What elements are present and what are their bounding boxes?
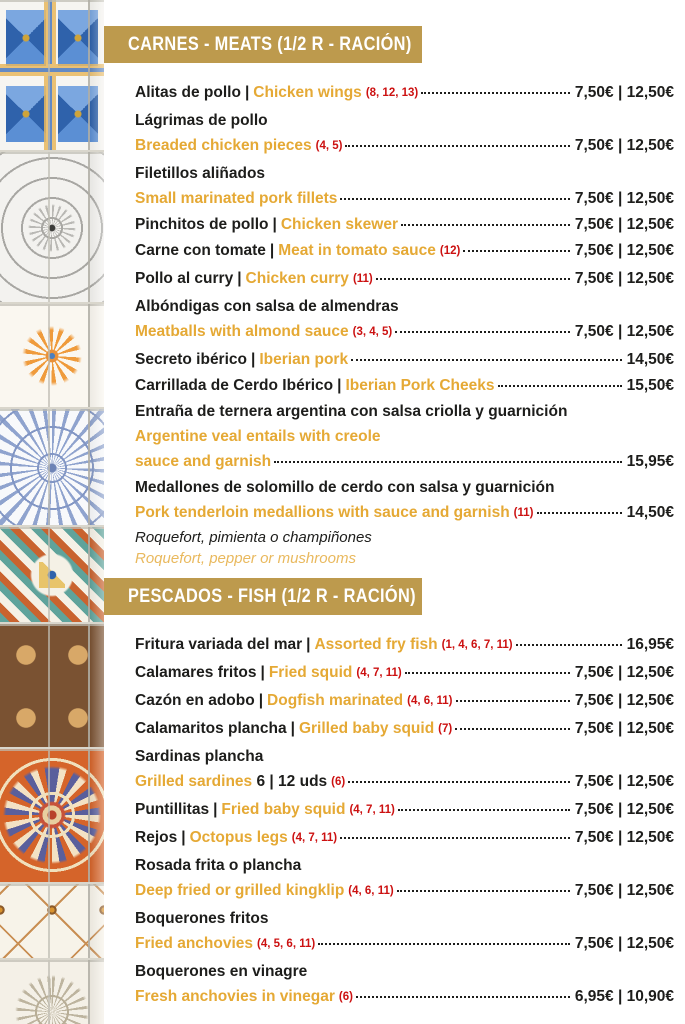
name-separator: | <box>260 664 265 681</box>
menu-item <box>135 373 674 398</box>
menu-item-name-en: Breaded chicken pieces <box>135 137 312 154</box>
menu-item <box>135 108 674 160</box>
menu-item <box>135 825 674 852</box>
allergen-codes: (6) <box>331 776 346 788</box>
allergen-codes: (8, 12, 13) <box>365 87 419 99</box>
allergen-codes: (7) <box>438 723 453 735</box>
dot-leader <box>318 943 570 945</box>
menu-item-name-en: Fresh anchovies in vinegar <box>135 988 335 1005</box>
menu-item-line <box>135 716 674 743</box>
dot-leader <box>340 837 570 839</box>
menu-item-text <box>135 688 453 715</box>
menu-item-line <box>135 133 674 160</box>
menu-item-line <box>135 108 674 133</box>
menu-item-name-es: Entraña de ternera argentina con salsa criolla y guarnición <box>135 403 568 420</box>
menu-item-name-es: Sardinas plancha <box>135 748 264 765</box>
menu-item-line <box>135 688 674 715</box>
menu-item-text <box>135 853 301 878</box>
menu-item-line <box>135 319 674 346</box>
dot-leader <box>348 781 570 783</box>
menu-item-text <box>135 475 554 500</box>
menu-item-price: 15,95€ <box>626 453 674 470</box>
dot-leader <box>463 250 570 252</box>
name-separator: | <box>237 270 242 287</box>
dot-leader <box>395 331 570 333</box>
allergen-codes: (4, 7, 11) <box>356 667 402 679</box>
menu-item-price: 6,95€ | 10,90€ <box>574 988 674 1005</box>
menu-item-price: 7,50€ | 12,50€ <box>574 137 674 154</box>
name-separator: | <box>337 377 342 394</box>
menu-item-name-en: Deep fried or grilled kingklip <box>135 882 345 899</box>
menu-item-text <box>135 906 268 931</box>
tile-grey-damask <box>0 152 104 304</box>
menu-item-name-en: Chicken skewer <box>280 216 399 233</box>
menu-item-name-es: Fritura variada del mar <box>135 636 303 653</box>
menu-item-line <box>135 769 674 796</box>
menu-item-name-es: Secreto ibérico <box>135 351 247 368</box>
menu-item-price: 14,50€ <box>626 351 674 368</box>
allergen-codes: (3, 4, 5) <box>352 326 393 338</box>
menu-item <box>135 161 674 211</box>
menu-item-name-en: Small marinated pork fillets <box>135 190 338 207</box>
tile-cream-baroque <box>0 960 104 1024</box>
dot-leader <box>421 92 570 94</box>
menu-item-line <box>135 853 674 878</box>
menu-item-quantity: 6 | 12 uds <box>252 773 328 790</box>
menu-item-line <box>135 212 674 237</box>
menu-item-name-es: Calamaritos plancha <box>135 720 287 737</box>
dot-leader <box>356 996 570 998</box>
allergen-codes: (4, 6, 11) <box>407 695 453 707</box>
menu-item-line <box>135 959 674 984</box>
dot-leader <box>401 224 570 226</box>
menu-item-line <box>135 825 674 852</box>
menu-item-text <box>135 660 402 687</box>
menu-item <box>135 294 674 346</box>
menu-item <box>135 266 674 293</box>
menu-item <box>135 660 674 687</box>
menu-item-name-en: Meatballs with almond sauce <box>135 323 349 340</box>
menu-item-name-en: Fried squid <box>268 664 353 681</box>
menu-item-text <box>135 769 345 796</box>
tile-cream-lattice <box>0 884 104 960</box>
name-separator: | <box>213 801 218 818</box>
menu-item-line <box>135 797 674 824</box>
section-title-meats: CARNES - MEATS (1/2 R - RACIÓN) <box>128 33 412 55</box>
menu-item-name-en: Iberian pork <box>259 351 349 368</box>
menu-item-line <box>135 294 674 319</box>
menu-item-line <box>135 424 674 449</box>
menu-item-name-es: Rosada frita o plancha <box>135 857 302 874</box>
menu-item-name-en: Grilled baby squid <box>298 720 435 737</box>
menu-item <box>135 853 674 905</box>
menu-item-price: 7,50€ | 12,50€ <box>574 935 674 952</box>
menu-item-name-es: Albóndigas con salsa de almendras <box>135 298 399 315</box>
dot-leader <box>345 145 569 147</box>
menu-item <box>135 906 674 958</box>
menu-item-line <box>135 238 674 265</box>
dot-leader <box>397 890 570 892</box>
menu-item-name-en: Octopus legs <box>189 829 288 846</box>
menu-item-name-en: Meat in tomato sauce <box>278 242 436 259</box>
menu-item-line <box>135 878 674 905</box>
menu-item-price: 7,50€ | 12,50€ <box>574 720 674 737</box>
menu-item-note-en: Roquefort, pepper or mushrooms <box>135 550 356 567</box>
name-separator: | <box>181 829 186 846</box>
menu-item-price: 7,50€ | 12,50€ <box>574 270 674 287</box>
dot-leader <box>405 672 570 674</box>
menu-item-name-es: Boquerones en vinagre <box>135 963 308 980</box>
allergen-codes: (11) <box>352 273 373 285</box>
menu-item-text <box>135 449 271 474</box>
menu-item-list-fish <box>104 615 685 1011</box>
menu-item-line <box>135 373 674 398</box>
menu-item-name-en: Chicken wings <box>253 84 362 101</box>
tile-blue-geometric <box>0 0 104 152</box>
menu-item-price: 15,50€ <box>626 377 674 394</box>
menu-item-name-es: Alitas de pollo <box>135 84 241 101</box>
menu-item-name-en: Iberian Pork Cheeks <box>345 377 495 394</box>
allergen-codes: (12) <box>439 245 461 257</box>
menu-item-text <box>135 931 315 958</box>
menu-item-price: 7,50€ | 12,50€ <box>574 190 674 207</box>
menu-item-price: 7,50€ | 12,50€ <box>574 773 674 790</box>
menu-item-name-es: Rejos <box>135 829 178 846</box>
menu-item-name-es: Carrillada de Cerdo Ibérico <box>135 377 334 394</box>
menu-item-line <box>135 449 674 474</box>
allergen-codes: (11) <box>513 507 534 519</box>
menu-item-name-es: Puntillitas <box>135 801 210 818</box>
menu-item-line <box>135 906 674 931</box>
menu-item <box>135 475 674 569</box>
menu-item-price: 14,50€ <box>626 504 674 521</box>
name-separator: | <box>244 84 250 101</box>
menu-item-price: 7,50€ | 12,50€ <box>574 242 674 259</box>
menu-item-text <box>135 133 342 160</box>
menu-item <box>135 238 674 265</box>
menu-item-line <box>135 660 674 687</box>
menu-item-name-es: Boquerones fritos <box>135 910 269 927</box>
dot-leader <box>498 385 622 387</box>
menu-item-price: 7,50€ | 12,50€ <box>574 829 674 846</box>
allergen-codes: (4, 7, 11) <box>349 804 395 816</box>
tile-teal-orange-stripes <box>0 527 104 624</box>
menu-section-meats <box>104 26 685 570</box>
menu-item-list-meats <box>104 63 685 569</box>
menu-item-text <box>135 825 337 852</box>
menu-item-price: 7,50€ | 12,50€ <box>574 216 674 233</box>
menu-item-line <box>135 632 674 659</box>
menu-item-note-es: Roquefort, pimienta o champiñones <box>135 529 372 546</box>
menu-item-line <box>135 984 674 1011</box>
menu-item-name-en: Pork tenderloin medallions with sauce and garnish <box>135 504 510 521</box>
menu-item-text <box>135 632 513 659</box>
menu-item-line <box>135 347 674 372</box>
menu-item-name-es: Cazón en adobo <box>135 692 255 709</box>
name-separator: | <box>251 351 256 368</box>
menu-item-text <box>135 373 495 398</box>
menu-item-price: 7,50€ | 12,50€ <box>574 882 674 899</box>
dot-leader <box>516 644 622 646</box>
menu-item <box>135 744 674 796</box>
section-title-fish: PESCADOS - FISH (1/2 R - RACIÓN) <box>128 585 416 607</box>
menu-item-name-es: Pinchitos de pollo <box>135 216 269 233</box>
menu-item-price: 16,95€ <box>626 636 674 653</box>
menu-item-price: 7,50€ | 12,50€ <box>574 801 674 818</box>
menu-item-name-en: Assorted fry fish <box>314 636 438 653</box>
menu-item <box>135 212 674 237</box>
decorative-tile-border <box>0 0 104 1024</box>
menu-item-line <box>135 500 674 527</box>
menu-section-fish <box>104 578 685 1012</box>
dot-leader <box>351 359 622 361</box>
menu-item-name-en: Argentine veal entails with creole <box>135 428 381 445</box>
allergen-codes: (4, 7, 11) <box>291 832 338 844</box>
tile-terracotta-sunburst <box>0 624 104 749</box>
tile-delft-blue-swirl <box>0 409 104 527</box>
name-separator: | <box>290 720 295 737</box>
menu-item-text <box>135 294 399 319</box>
tile-orange-floral <box>0 304 104 409</box>
menu-item <box>135 688 674 715</box>
menu-item-text <box>135 424 381 449</box>
menu-item-text <box>135 959 307 984</box>
menu-item-text <box>135 984 353 1011</box>
menu-item <box>135 399 674 474</box>
dot-leader <box>376 278 570 280</box>
menu-item-name-en: Fried baby squid <box>221 801 346 818</box>
menu-item <box>135 959 674 1011</box>
menu-item-price: 7,50€ | 12,50€ <box>574 84 674 101</box>
allergen-codes: (4, 5) <box>315 140 343 152</box>
section-header-band-meats <box>104 26 422 63</box>
name-separator: | <box>258 692 264 709</box>
menu-item-price: 7,50€ | 12,50€ <box>574 323 674 340</box>
menu-item-text <box>135 186 337 211</box>
menu-item-name-es: Medallones de solomillo de cerdo con salsa y guarnición <box>135 479 555 496</box>
menu-item-text <box>135 161 265 186</box>
menu-item-text <box>135 744 263 769</box>
menu-content <box>104 0 685 1024</box>
allergen-codes: (4, 5, 6, 11) <box>257 938 316 950</box>
menu-item-text <box>135 399 567 424</box>
menu-item-name-en: sauce and garnish <box>135 453 272 470</box>
menu-item <box>135 632 674 659</box>
menu-item <box>135 80 674 107</box>
menu-item <box>135 797 674 824</box>
menu-item <box>135 347 674 372</box>
menu-item-name-es: Lágrimas de pollo <box>135 112 268 129</box>
menu-item-text <box>135 80 418 107</box>
allergen-codes: (1, 4, 6, 7, 11) <box>441 639 513 651</box>
dot-leader <box>398 809 570 811</box>
allergen-codes: (6) <box>338 991 353 1003</box>
menu-item-text <box>135 500 534 527</box>
menu-item-name-es: Carne con tomate <box>135 242 266 259</box>
dot-leader <box>456 700 570 702</box>
name-separator: | <box>306 636 311 653</box>
menu-item-line <box>135 475 674 500</box>
menu-item-line <box>135 744 674 769</box>
menu-item-line <box>135 931 674 958</box>
menu-item-name-en: Chicken curry <box>245 270 349 287</box>
menu-item-text <box>135 716 452 743</box>
allergen-codes: (4, 6, 11) <box>348 885 394 897</box>
menu-item-line <box>135 161 674 186</box>
name-separator: | <box>272 216 277 233</box>
menu-item-name-es: Pollo al curry <box>135 270 234 287</box>
menu-item <box>135 716 674 743</box>
menu-item-text <box>135 797 395 824</box>
menu-item-name-en: Dogfish marinated <box>267 692 404 709</box>
dot-leader <box>340 198 569 200</box>
menu-item-text <box>135 212 398 237</box>
menu-item-name-es: Filetillos aliñados <box>135 165 266 182</box>
menu-item-price: 7,50€ | 12,50€ <box>574 664 674 681</box>
menu-item-text <box>135 319 392 346</box>
menu-item-line <box>135 80 674 107</box>
menu-item-text <box>135 347 348 372</box>
menu-item-text <box>135 108 268 133</box>
menu-item-name-es: Calamares fritos <box>135 664 257 681</box>
menu-item-line <box>135 186 674 211</box>
dot-leader <box>537 512 622 514</box>
section-header-band-fish <box>104 578 422 615</box>
menu-item-line <box>135 266 674 293</box>
menu-item-line <box>135 399 674 424</box>
name-separator: | <box>269 242 275 259</box>
dot-leader <box>274 461 621 463</box>
tile-moorish-star <box>0 749 104 884</box>
menu-item-text <box>135 878 394 905</box>
menu-item-price: 7,50€ | 12,50€ <box>574 692 674 709</box>
dot-leader <box>455 728 570 730</box>
menu-item-text <box>135 266 373 293</box>
menu-item-text <box>135 238 460 265</box>
menu-item-name-en: Fried anchovies <box>135 935 254 952</box>
menu-item-name-en: Grilled sardines <box>135 773 253 790</box>
